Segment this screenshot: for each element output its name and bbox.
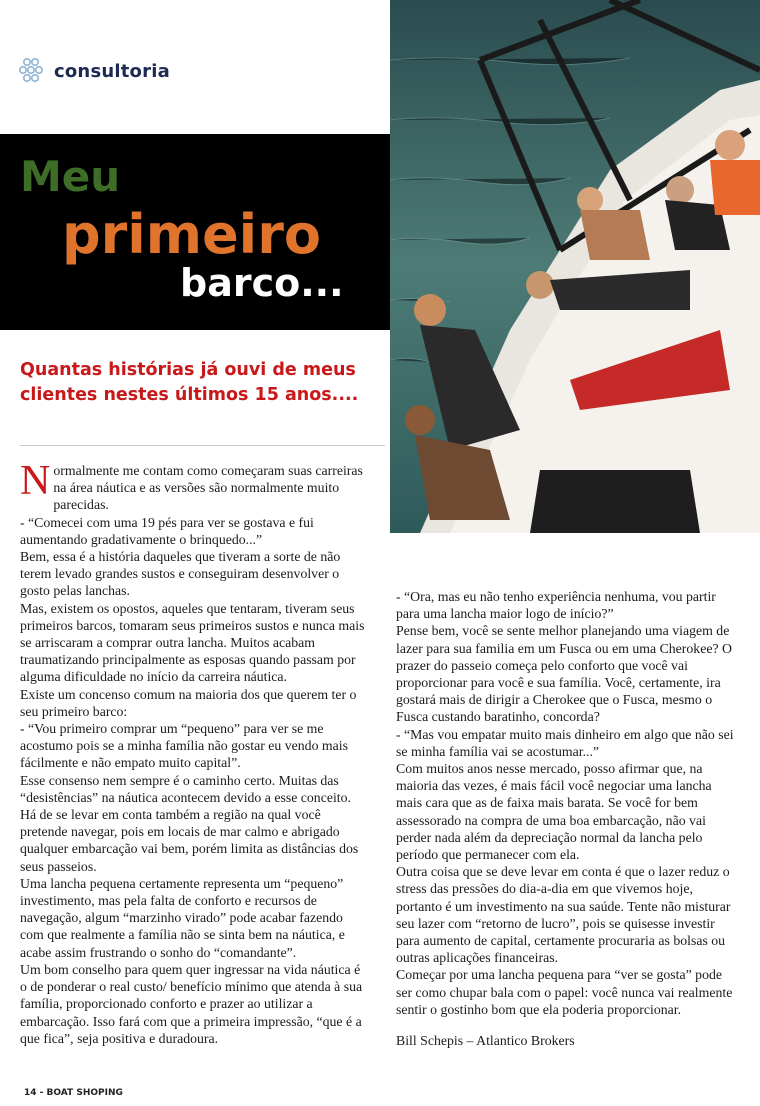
dropcap: N — [20, 458, 51, 504]
section-label — [18, 56, 170, 86]
section-title: consultoria — [54, 60, 170, 82]
title-line-2: primeiro — [62, 203, 321, 266]
paragraph: Um bom conselho para quem quer ingressar na vida náutica é o de ponderar o real custo/ benefício mínimo que atenda à sua família, proporcionado conforto e prazer ao utilizar a embarcação. Isso fará com que a primeira impressão, “que é a que fica”, seja positiva e duradoura. — [20, 961, 363, 1046]
paragraph: Começar por uma lancha pequena para “ver se gosta” pode ser como chupar bala com o papel: você nunca vai realmente sentir o gostinho bom que ela poderia proporcionar. — [396, 967, 733, 1017]
paragraph: - “Ora, mas eu não tenho experiência nenhuma, vou partir para uma lancha maior logo de início?” — [396, 589, 716, 622]
paragraph: - “Comecei com uma 19 pés para ver se gostava e fui aumentando gradativamente o brinquedo...” — [20, 514, 314, 547]
title-line-3: barco... — [180, 261, 344, 305]
paragraph: Mas, existem os opostos, aqueles que tentaram, tiveram seus primeiros barcos, tomaram seus primeiros sustos e nunca mais se arriscaram a comprar outra lancha. Muitos acabam traumatizando principalmente as esposas quando passam por alguma dificuldade no início da carreira náutica. — [20, 600, 365, 685]
title-block — [0, 134, 390, 330]
boat-people-photo — [390, 0, 760, 533]
divider — [20, 445, 385, 446]
paragraph: - “Vou primeiro comprar um “pequeno” para ver se me acostumo pois se a minha família não gostar eu vendo mais fácilmente e não empato muito capital”. — [20, 721, 348, 771]
photo-illustration — [390, 0, 760, 533]
paragraph: Uma lancha pequena certamente representa um “pequeno” investimento, mas pela falta de conforto e recursos de navegação, algum “marzinho virado” pode acabar fazendo com que realmente a família não se sinta bem na náutica, e acabe assim frustrando o sonho do “comandante”. — [20, 875, 345, 960]
article-column-right — [396, 588, 741, 1049]
molecule-dots-icon — [18, 56, 48, 86]
paragraph: Existe um concenso comum na maioria dos que querem ter o seu primeiro barco: — [20, 686, 357, 719]
paragraph: Normalmente me contam como começaram suas carreiras na área náutica e as versões são normalmente muito parecidas. — [20, 458, 363, 513]
paragraph: Outra coisa que se deve levar em conta é que o lazer reduz o stress das pressões do dia-a-dia em que vivemos hoje, portanto é um investimento na sua saúde. Tente não misturar seu lazer com “retorno de lucro”, pois se quisesse investir para aumento de capital, certamente procuraria as bolsas ou outras aplicações financeiras. — [396, 864, 731, 966]
paragraph: Esse consenso nem sempre é o caminho certo. Muitas das “desistências” na náutica acontecem devido a esse conceito. — [20, 772, 351, 805]
paragraph: Bem, essa é a história daqueles que tiveram a sorte de não terem levado grandes sustos e conseguiram desenvolver o gosto pelas lanchas. — [20, 549, 341, 599]
title-line-1: Meu — [20, 152, 121, 201]
author-signature: Bill Schepis – Atlantico Brokers — [396, 1033, 575, 1049]
paragraph: Com muitos anos nesse mercado, posso afirmar que, na maioria das vezes, é mais fácil você negociar uma lancha mais cara que as de faixa mais barata. Se você for bem assessorado na compra de uma boa embarcação, não vai perder nada além da depreciação normal da lancha pelo período que permanecer com ela. — [396, 761, 712, 863]
article-column-left — [20, 458, 370, 1047]
paragraph: Há de se levar em conta também a região na qual você pretende navegar, pois em locais de mar calmo e abrigado qualquer embarcação vai bem, porém limita as distâncias dos seus passeios. — [20, 807, 359, 874]
page-footer: 14 - BOAT SHOPING — [24, 1088, 123, 1098]
deck-subtitle: Quantas histórias já ouvi de meus clientes nestes últimos 15 anos.... — [20, 360, 359, 405]
paragraph: Pense bem, você se sente melhor planejando uma viagem de lazer para sua familia em um Fusca ou em uma Cherokee? O prazer do passeio começa pelo conforto que você vai proporcionar para você e sua família. Você, certamente, ira gostará mais de dirigir a Cherokee que o Fusca, mesmo o Fusca custando baratinho, concorda? — [396, 623, 732, 725]
paragraph: - “Mas vou empatar muito mais dinheiro em algo que não sei se minha família vai se acostumar...” — [396, 726, 734, 759]
